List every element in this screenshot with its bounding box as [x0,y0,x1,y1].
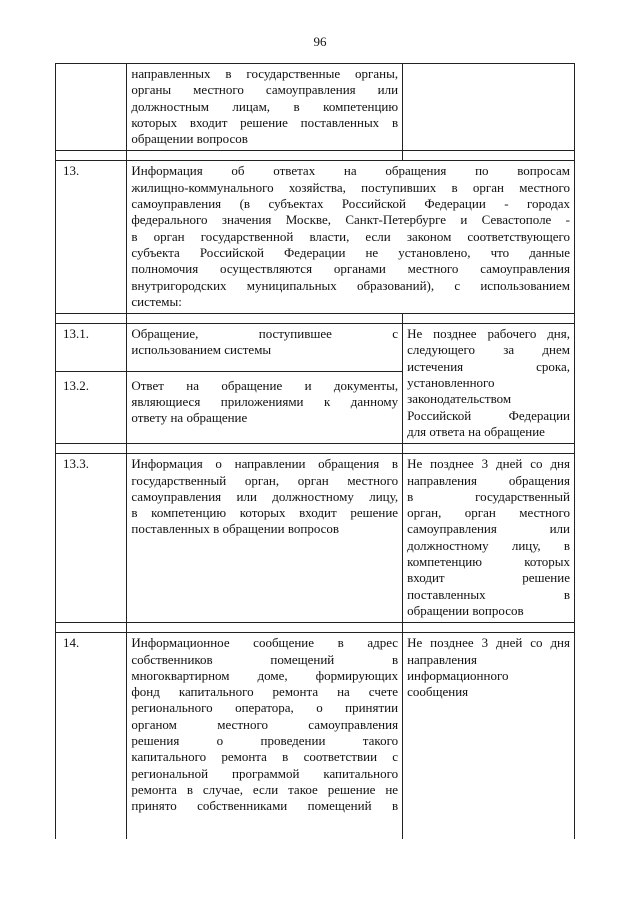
row-number: 13.1. [56,324,127,372]
row-deadline [403,454,575,623]
text-line: Не позднее 3 дней со дня [407,635,570,651]
spacer [131,814,398,836]
row-number: 13.3. [56,454,127,623]
text-line: региональной программой капитального [131,765,399,781]
text-line: являющиеся приложениями к данному [131,393,399,409]
page-number: 96 [313,34,327,49]
text-line: компетенцию которых [407,554,570,570]
text-line: многоквартирном доме, формирующих [131,667,399,683]
text-line: установленного [407,375,495,391]
row-number: 13.2. [56,371,127,444]
row-deadline [403,324,575,444]
text-line: федерального значения Москве, Санкт-Петербурге и Севастополе - [131,212,570,228]
row-number: 13. [56,161,127,314]
text-line: для ответа на обращение [407,423,545,439]
row-content [127,454,403,623]
text-line: направленных в государственные органы, [131,66,399,81]
text-line: Не позднее рабочего дня, [407,326,570,342]
text-line: обращении вопросов [407,602,524,618]
text-line: должностным лицам, в компетенцию [131,98,399,114]
text-line: жилищно-коммунального хозяйства, поступивших в орган местного [131,179,570,195]
text-line: Информационное сообщение в адрес [131,635,399,651]
text-line: следующего за днем [407,342,570,358]
text-line: направления [407,651,477,667]
text-line: Ответ на обращение и документы, [131,377,399,393]
row-content [127,64,403,151]
text-line: самоуправления или [407,521,570,537]
text-line: Не позднее 3 дней со дня [407,456,570,472]
row-deadline [403,633,575,840]
text-line: внутригородских муниципальных образований), с использованием [131,277,570,293]
text-line: поставленных в [407,586,570,602]
text-line: поставленных в обращении вопросов [131,521,340,537]
text-line: регионального оператора, о принятии [131,700,399,716]
text-line: Обращение, поступившее с [131,326,399,342]
text-line: входит решение [407,570,570,586]
text-line: в компетенцию которых входит решение [131,505,399,521]
row-gap [56,151,575,161]
table-row [56,454,575,623]
text-line: ответу на обращение [131,410,248,426]
text-line: сообщения [407,684,469,700]
text-line: законодательством [407,391,512,407]
text-line: использованием системы [131,342,272,358]
text-line: полномочия осуществляются органами местного самоуправления [131,261,570,277]
text-line: истечения срока, [407,358,570,374]
row-number: 14. [56,633,127,840]
text-line: орган, орган местного [407,505,570,521]
text-line: в орган государственной власти, если законом соответствующего [131,228,570,244]
text-line: фонд капитального ремонта на счете [131,684,399,700]
text-line: государственный орган, орган местного [131,472,399,488]
row-deadline [403,64,575,151]
text-line: Российской Федерации [407,407,570,423]
text-line: органы местного самоуправления или [131,82,399,98]
text-line: собственников помещений в [131,651,399,667]
text-line: решения о проведении такого [131,732,399,748]
text-line: субъекта Российской Федерации не установлено, что данные [131,244,570,260]
text-line: самоуправления или должностному лицу, [131,488,399,504]
table-row [56,161,575,314]
text-line: Информация об ответах на обращения по вопросам [131,163,570,179]
text-line: ремонта в случае, если такое решение не [131,781,399,797]
row-content [127,633,403,840]
text-line: информационного [407,667,509,683]
text-line: направления обращения [407,472,570,488]
text-line: должностному лицу, в [407,537,570,553]
text-line: принято собственниками помещений в [131,798,399,814]
text-line: самоуправления (в субъектах Российской Федерации - городах [131,196,570,212]
row-gap [56,314,575,324]
row-content [127,371,403,444]
row-gap [56,623,575,633]
text-line: обращении вопросов [131,131,248,147]
text-line: капитального ремонта в соответствии с [131,749,399,765]
requirements-table [55,63,575,839]
text-line: системы: [131,293,182,309]
row-content [127,161,575,314]
text-line: органом местного самоуправления [131,716,399,732]
row-number [56,64,127,151]
text-line: Информация о направлении обращения в [131,456,399,472]
row-gap [56,444,575,454]
text-line: которых входит решение поставленных в [131,114,399,130]
text-line: в государственный [407,488,570,504]
row-content [127,324,403,372]
table-row [56,64,575,151]
table-row [56,324,575,372]
table-row [56,633,575,840]
